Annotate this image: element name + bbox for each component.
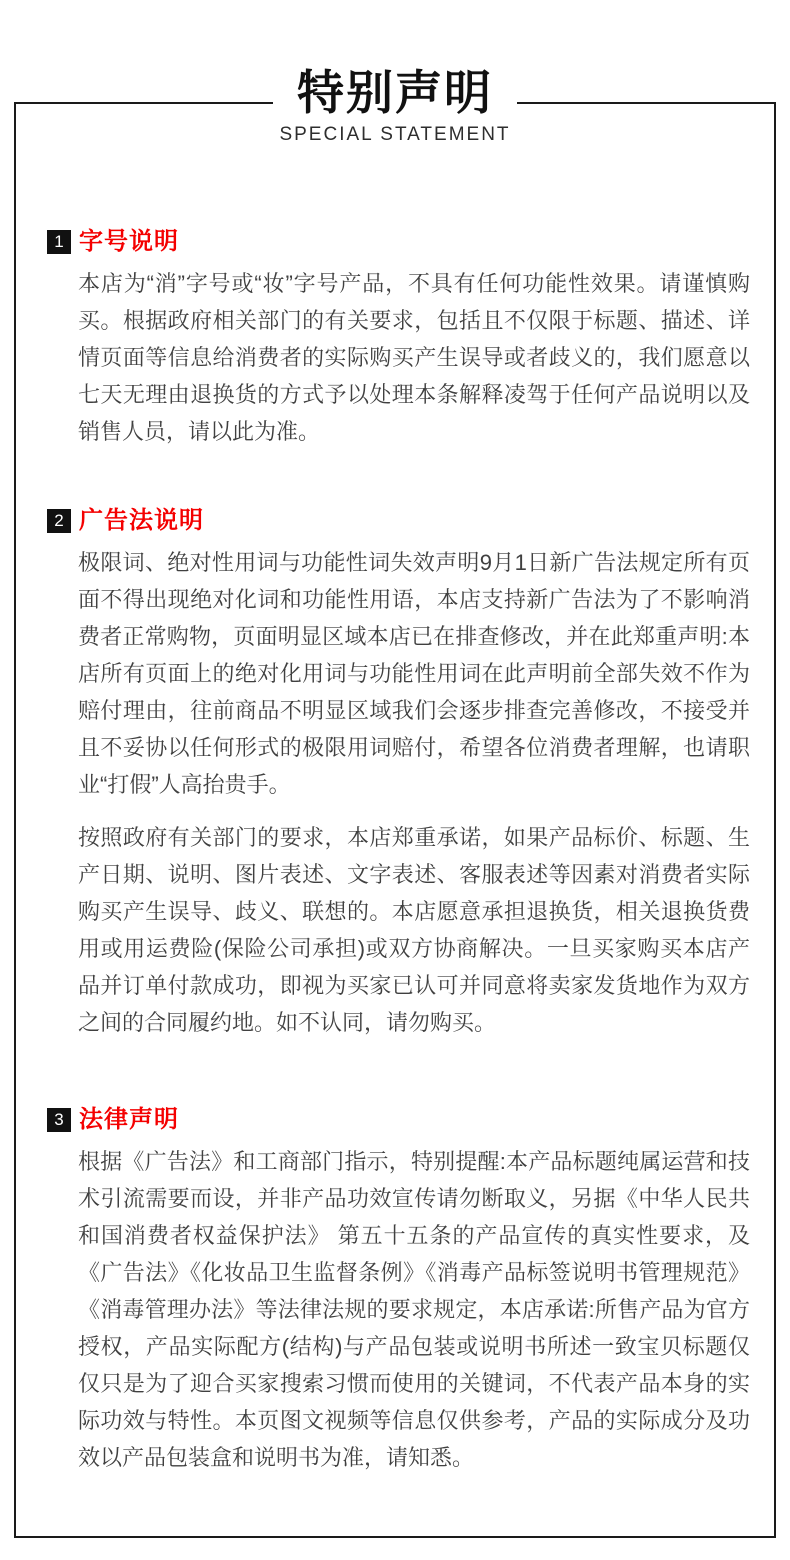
section-heading-row bbox=[47, 1108, 750, 1132]
section-body bbox=[78, 1143, 750, 1476]
section-number-badge: 1 bbox=[47, 230, 71, 254]
section-body bbox=[78, 544, 750, 1041]
section-heading-row bbox=[47, 509, 750, 533]
section-number-badge: 2 bbox=[47, 509, 71, 533]
statement-section bbox=[47, 230, 750, 450]
statement-section bbox=[47, 509, 750, 1041]
section-heading: 字号说明 bbox=[79, 228, 179, 255]
section-body bbox=[78, 265, 750, 450]
sections-container bbox=[47, 105, 750, 1476]
page-title: 特别声明 bbox=[273, 69, 517, 116]
section-heading: 法律声明 bbox=[79, 1106, 179, 1133]
section-heading: 广告法说明 bbox=[79, 507, 204, 534]
section-paragraph: 按照政府有关部门的要求，本店郑重承诺，如果产品标价、标题、生产日期、说明、图片表述、文字表述、客服表述等因素对消费者实际购买产生误导、歧义、联想的。本店愿意承担退换货，相关退换货费用或用运费险(保险公司承担)或双方协商解决。一旦买家购买本店产品并订单付款成功，即视为买家已认可并同意将卖家发货地作为双方之间的合同履约地。如不认同，请勿购买。 bbox=[78, 825, 750, 1035]
section-number-badge: 3 bbox=[47, 1108, 71, 1132]
section-paragraph: 极限词、绝对性用词与功能性词失效声明9月1日新广告法规定所有页面不得出现绝对化词和功能性用语，本店支持新广告法为了不影响消费者正常购物，页面明显区域本店已在排查修改，并在此郑重声明:本店所有页面上的绝对化用词与功能性用词在此声明前全部失效不作为赔付理由，往前商品不明显区域我们会逐步排查完善修改，不接受并且不妥协以任何形式的极限用词赔付，希望各位消费者理解，也请职业“打假”人高抬贵手。 bbox=[78, 550, 750, 797]
section-heading-row bbox=[47, 230, 750, 254]
page-subtitle: SPECIAL STATEMENT bbox=[279, 124, 511, 145]
statement-section bbox=[47, 1108, 750, 1476]
section-paragraph: 根据《广告法》和工商部门指示，特别提醒:本产品标题纯属运营和技术引流需要而设，并非产品功效宣传请勿断取义，另据《中华人民共和国消费者权益保护法》 第五十五条的产品宣传的真实性要求，及《广告法》《化妆品卫生监督条例》《消毒产品标签说明书管理规范》《消毒管理办法》等法律法规的要求规定，本店承诺:所售产品为官方授权，产品实际配方(结构)与产品包装或说明书所述一致宝贝标题仅仅只是为了迎合买家搜索习惯而使用的关键词，不代表产品本身的实际功效与特性。本页图文视频等信息仅供参考，产品的实际成分及功效以产品包装盒和说明书为准，请知悉。 bbox=[78, 1149, 750, 1470]
section-paragraph: 本店为“消”字号或“妆”字号产品，不具有任何功能性效果。请谨慎购买。根据政府相关部门的有关要求，包括且不仅限于标题、描述、详情页面等信息给消费者的实际购买产生误导或者歧义的，我们愿意以七天无理由退换货的方式予以处理本条解释凌驾于任何产品说明以及销售人员，请以此为准。 bbox=[78, 271, 750, 444]
